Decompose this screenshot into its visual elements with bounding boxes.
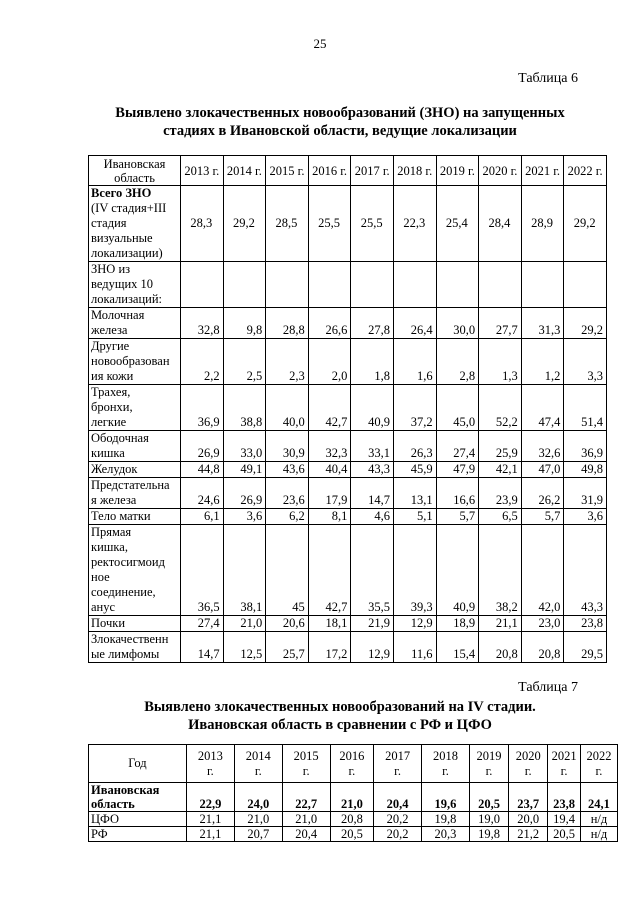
table-cell: 11,6 [393, 632, 436, 663]
table-cell: 32,8 [181, 308, 224, 339]
table-cell: 30,0 [436, 308, 479, 339]
table-cell: 29,2 [564, 308, 607, 339]
table-cell: 39,3 [393, 525, 436, 616]
row-name [89, 509, 181, 525]
table-cell: 3,3 [564, 339, 607, 385]
table-cell: 2,5 [223, 339, 266, 385]
table-cell: 21,0 [223, 616, 266, 632]
table-row [89, 186, 607, 262]
table-6-header-year: 2013 г. [181, 156, 224, 186]
table-cell: 5,7 [521, 509, 564, 525]
table-cell: 26,6 [308, 308, 351, 339]
row-name-line: ное [91, 570, 110, 584]
table-cell: 20,4 [282, 827, 330, 842]
year-number: 2022 [586, 748, 612, 763]
row-name [89, 827, 187, 842]
table-cell: 23,7 [509, 783, 548, 812]
table-cell: н/д [580, 812, 617, 827]
table-7-title [80, 698, 600, 734]
table-7-title-line: Выявлено злокачественных новообразований на IV стадии. [144, 699, 536, 715]
table-cell: 5,1 [393, 509, 436, 525]
table-7-header-year [509, 745, 548, 783]
table-7-header-year [422, 745, 470, 783]
table-cell [223, 262, 266, 308]
year-suffix: г. [485, 763, 493, 778]
table-6-header-row [89, 156, 607, 186]
table-6-body [89, 186, 607, 663]
table-7-header-row [89, 745, 618, 783]
row-name-line: Предстательна [91, 478, 170, 492]
table-cell: 20,8 [479, 632, 522, 663]
table-cell: 24,1 [580, 783, 617, 812]
row-name-line: я железа [91, 493, 137, 507]
table-cell: 21,0 [330, 783, 374, 812]
table-cell: 43,3 [351, 462, 394, 478]
table-row [89, 632, 607, 663]
table-cell: 4,6 [351, 509, 394, 525]
table-cell: 33,0 [223, 431, 266, 462]
row-name-line: РФ [91, 827, 108, 841]
table-cell: 21,1 [186, 827, 234, 842]
table-cell: 1,8 [351, 339, 394, 385]
table-cell: 30,9 [266, 431, 309, 462]
year-number: 2020 [515, 748, 541, 763]
table-cell: 25,7 [266, 632, 309, 663]
row-name-line: ректосигмоид [91, 555, 165, 569]
table-cell: 42,0 [521, 525, 564, 616]
row-name-line: легкие [91, 415, 127, 429]
table-cell: 28,8 [266, 308, 309, 339]
row-name-line: Всего ЗНО [91, 186, 152, 200]
table-cell: 38,8 [223, 385, 266, 431]
table-cell: 25,4 [436, 186, 479, 262]
table-cell: 19,0 [469, 812, 508, 827]
table-cell: 20,0 [509, 812, 548, 827]
table-cell: 2,8 [436, 339, 479, 385]
row-name [89, 339, 181, 385]
year-suffix: г. [302, 763, 310, 778]
table-cell: 8,1 [308, 509, 351, 525]
table-cell: 47,9 [436, 462, 479, 478]
year-suffix: г. [394, 763, 402, 778]
table-cell: 6,5 [479, 509, 522, 525]
row-name [89, 478, 181, 509]
table-cell: 18,9 [436, 616, 479, 632]
table-7-header-year [186, 745, 234, 783]
table-cell [308, 262, 351, 308]
year-suffix: г. [524, 763, 532, 778]
table-6-title [80, 104, 600, 140]
year-number: 2018 [432, 748, 458, 763]
table-cell: 23,8 [564, 616, 607, 632]
table-cell: 2,3 [266, 339, 309, 385]
table-cell [521, 262, 564, 308]
table-cell: 1,3 [479, 339, 522, 385]
table-cell: 40,4 [308, 462, 351, 478]
table-cell: 40,0 [266, 385, 309, 431]
table-cell: 28,5 [266, 186, 309, 262]
table-cell: 19,6 [422, 783, 470, 812]
table-row [89, 339, 607, 385]
table-cell [266, 262, 309, 308]
year-suffix: г. [442, 763, 449, 778]
table-cell: 43,6 [266, 462, 309, 478]
table-cell: 18,1 [308, 616, 351, 632]
table-6-header-region [89, 156, 181, 186]
year-suffix: г. [254, 763, 262, 778]
row-name-line: Трахея, [91, 385, 131, 399]
table-row [89, 616, 607, 632]
year-number: 2019 [476, 748, 502, 763]
table-6-header-year: 2016 г. [308, 156, 351, 186]
table-cell: 26,9 [181, 431, 224, 462]
table-cell: 24,6 [181, 478, 224, 509]
table-cell: н/д [580, 827, 617, 842]
table-6 [88, 155, 607, 663]
row-name [89, 783, 187, 812]
table-cell: 19,8 [422, 812, 470, 827]
table-cell [351, 262, 394, 308]
row-name-line: Почки [91, 616, 126, 630]
table-cell: 51,4 [564, 385, 607, 431]
table-cell: 20,8 [521, 632, 564, 663]
table-7-header-year [330, 745, 374, 783]
table-row [89, 431, 607, 462]
table-cell: 42,1 [479, 462, 522, 478]
year-number: 2013 [197, 748, 223, 763]
table-cell: 12,9 [393, 616, 436, 632]
row-name-line: новообразован [91, 354, 170, 368]
year-number: 2016 [339, 748, 365, 763]
row-name [89, 462, 181, 478]
table-cell: 13,1 [393, 478, 436, 509]
row-name [89, 262, 181, 308]
table-cell: 22,3 [393, 186, 436, 262]
table-cell: 40,9 [351, 385, 394, 431]
row-name [89, 812, 187, 827]
year-number: 2015 [293, 748, 319, 763]
table-cell: 20,2 [374, 812, 422, 827]
table-7-body [89, 783, 618, 842]
table-cell: 44,8 [181, 462, 224, 478]
table-7-header-year [469, 745, 508, 783]
table-cell: 45,0 [436, 385, 479, 431]
table-cell: 3,6 [564, 509, 607, 525]
table-cell: 1,2 [521, 339, 564, 385]
table-6-header-year: 2019 г. [436, 156, 479, 186]
table-7-header-year [234, 745, 282, 783]
row-name [89, 616, 181, 632]
row-name-line: Ободочная [91, 431, 149, 445]
table-cell: 23,6 [266, 478, 309, 509]
year-number: 2021 [551, 748, 577, 763]
table-cell: 32,3 [308, 431, 351, 462]
table-cell: 37,2 [393, 385, 436, 431]
table-cell: 17,2 [308, 632, 351, 663]
row-name-line: Злокачественн [91, 632, 169, 646]
table-row [89, 385, 607, 431]
table-cell: 21,2 [509, 827, 548, 842]
table-cell: 29,5 [564, 632, 607, 663]
year-suffix: г. [560, 763, 568, 778]
table-cell: 28,9 [521, 186, 564, 262]
row-name-line: Желудок [91, 462, 138, 476]
table-cell: 38,2 [479, 525, 522, 616]
table-cell: 29,2 [564, 186, 607, 262]
row-name-line: ЗНО из [91, 262, 131, 276]
row-name [89, 186, 181, 262]
row-name-line: Молочная [91, 308, 145, 322]
row-name [89, 385, 181, 431]
year-suffix: г. [206, 763, 214, 778]
table-cell: 27,4 [181, 616, 224, 632]
table-cell: 26,9 [223, 478, 266, 509]
row-name-line: железа [91, 323, 128, 337]
table-row [89, 509, 607, 525]
row-name-line: ия кожи [91, 369, 134, 383]
table-cell: 36,9 [181, 385, 224, 431]
table-cell: 12,9 [351, 632, 394, 663]
table-cell: 19,8 [469, 827, 508, 842]
table-cell: 47,4 [521, 385, 564, 431]
row-name-line: Прямая [91, 525, 132, 539]
table-cell: 20,8 [330, 812, 374, 827]
table-cell: 20,3 [422, 827, 470, 842]
table-cell: 27,7 [479, 308, 522, 339]
table-cell: 20,5 [548, 827, 581, 842]
table-row [89, 827, 618, 842]
table-6-header-year: 2015 г. [266, 156, 309, 186]
table-cell: 32,6 [521, 431, 564, 462]
table-7-header-year [580, 745, 617, 783]
row-name-line: (IV стадия+III [91, 201, 167, 215]
table-cell: 33,1 [351, 431, 394, 462]
table-7 [88, 744, 618, 842]
table-cell [479, 262, 522, 308]
year-number: 2017 [385, 748, 411, 763]
row-name-line: Другие [91, 339, 130, 353]
table-cell: 2,2 [181, 339, 224, 385]
table-cell: 2,0 [308, 339, 351, 385]
row-name-line: кишка, [91, 540, 128, 554]
table-6-header-year: 2022 г. [564, 156, 607, 186]
table-7-label: Таблица 7 [518, 680, 578, 695]
table-cell: 52,2 [479, 385, 522, 431]
table-6-title-line: Выявлено злокачественных новообразований (ЗНО) на запущенных [115, 105, 565, 121]
table-cell: 42,7 [308, 385, 351, 431]
table-cell: 27,4 [436, 431, 479, 462]
table-cell: 21,1 [186, 812, 234, 827]
table-cell: 20,5 [330, 827, 374, 842]
table-cell: 24,0 [234, 783, 282, 812]
row-name [89, 431, 181, 462]
row-name-line: локализации) [91, 246, 163, 260]
row-name-line: анус [91, 600, 116, 614]
table-cell: 29,2 [223, 186, 266, 262]
table-cell: 19,4 [548, 812, 581, 827]
table-row [89, 812, 618, 827]
table-cell: 31,3 [521, 308, 564, 339]
table-cell: 26,4 [393, 308, 436, 339]
table-cell: 47,0 [521, 462, 564, 478]
table-cell: 49,8 [564, 462, 607, 478]
table-7-title-line: Ивановская область в сравнении с РФ и ЦФО [188, 717, 492, 733]
table-cell: 14,7 [181, 632, 224, 663]
header-line: область [114, 170, 155, 185]
table-6-header-year: 2018 г. [393, 156, 436, 186]
table-6-header-year: 2014 г. [223, 156, 266, 186]
table-row [89, 262, 607, 308]
table-cell: 17,9 [308, 478, 351, 509]
row-name-line: стадия [91, 216, 127, 230]
table-6-header-year: 2020 г. [479, 156, 522, 186]
table-cell: 6,1 [181, 509, 224, 525]
row-name-line: область [91, 797, 135, 811]
table-cell: 16,6 [436, 478, 479, 509]
row-name-line: Тело матки [91, 509, 151, 523]
table-cell: 36,5 [181, 525, 224, 616]
row-name-line: ые лимфомы [91, 647, 160, 661]
table-cell: 5,7 [436, 509, 479, 525]
table-6-header-year: 2017 г. [351, 156, 394, 186]
table-cell: 23,0 [521, 616, 564, 632]
row-name-line: кишка [91, 446, 125, 460]
table-cell: 23,8 [548, 783, 581, 812]
table-6-label: Таблица 6 [518, 71, 578, 86]
table-cell: 20,5 [469, 783, 508, 812]
table-cell: 12,5 [223, 632, 266, 663]
table-cell: 31,9 [564, 478, 607, 509]
table-cell: 42,7 [308, 525, 351, 616]
year-suffix: г. [348, 763, 356, 778]
table-cell: 20,6 [266, 616, 309, 632]
table-cell [564, 262, 607, 308]
table-row [89, 308, 607, 339]
row-name [89, 632, 181, 663]
table-cell: 38,1 [223, 525, 266, 616]
year-suffix: г. [595, 763, 603, 778]
table-cell: 14,7 [351, 478, 394, 509]
table-cell: 6,2 [266, 509, 309, 525]
row-name [89, 525, 181, 616]
row-name-line: Ивановская [91, 783, 160, 797]
row-name-line: локализаций: [91, 292, 162, 306]
table-7-header-year: Год [89, 745, 187, 783]
table-cell: 25,9 [479, 431, 522, 462]
table-cell: 1,6 [393, 339, 436, 385]
table-cell: 20,4 [374, 783, 422, 812]
page-number: 25 [313, 36, 327, 51]
table-cell: 21,1 [479, 616, 522, 632]
table-cell: 45 [266, 525, 309, 616]
table-cell: 25,5 [351, 186, 394, 262]
table-row [89, 525, 607, 616]
table-cell [393, 262, 436, 308]
table-cell: 22,9 [186, 783, 234, 812]
table-cell: 36,9 [564, 431, 607, 462]
table-cell: 15,4 [436, 632, 479, 663]
table-row [89, 783, 618, 812]
table-7-header-year [374, 745, 422, 783]
row-name-line: бронхи, [91, 400, 133, 414]
table-6-title-line: стадиях в Ивановской области, ведущие локализации [163, 123, 517, 139]
table-cell: 20,7 [234, 827, 282, 842]
table-cell: 28,3 [181, 186, 224, 262]
row-name-line: визуальные [91, 231, 153, 245]
table-cell: 22,7 [282, 783, 330, 812]
table-cell: 9,8 [223, 308, 266, 339]
table-cell: 35,5 [351, 525, 394, 616]
table-cell [436, 262, 479, 308]
row-name-line: ведущих 10 [91, 277, 154, 291]
table-cell: 43,3 [564, 525, 607, 616]
row-name-line: ЦФО [91, 812, 120, 826]
table-cell: 28,4 [479, 186, 522, 262]
table-cell: 40,9 [436, 525, 479, 616]
table-cell: 21,9 [351, 616, 394, 632]
table-row [89, 462, 607, 478]
table-cell: 45,9 [393, 462, 436, 478]
table-cell: 27,8 [351, 308, 394, 339]
table-cell: 26,3 [393, 431, 436, 462]
table-cell: 3,6 [223, 509, 266, 525]
table-cell: 25,5 [308, 186, 351, 262]
year-number: 2014 [245, 748, 271, 763]
table-cell: 21,0 [234, 812, 282, 827]
row-name-line: соединение, [91, 585, 156, 599]
table-cell: 49,1 [223, 462, 266, 478]
row-name [89, 308, 181, 339]
table-row [89, 478, 607, 509]
table-cell: 20,2 [374, 827, 422, 842]
header-line: Ивановская [103, 156, 166, 171]
table-7-header-year [548, 745, 581, 783]
table-cell [181, 262, 224, 308]
table-cell: 26,2 [521, 478, 564, 509]
table-cell: 21,0 [282, 812, 330, 827]
table-cell: 23,9 [479, 478, 522, 509]
table-6-header-year: 2021 г. [521, 156, 564, 186]
table-7-header-year [282, 745, 330, 783]
